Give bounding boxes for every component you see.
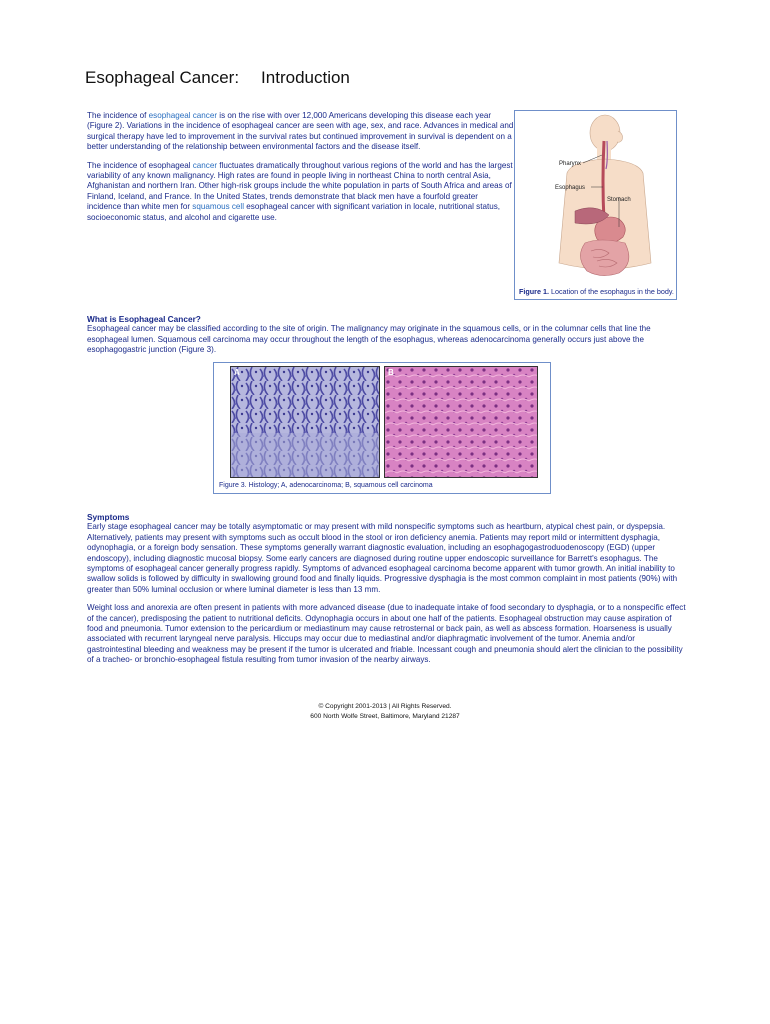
figure-3: [213, 362, 551, 494]
address-text: 600 North Wolfe Street, Baltimore, Maryland 21287: [310, 713, 460, 720]
panel-a-label: A: [234, 368, 240, 377]
adenocarcinoma-image: [231, 367, 379, 477]
page-title-sub: Introduction: [261, 68, 350, 87]
figure-3-caption: Figure 3. Histology; A, adenocarcinoma; B, squamous cell carcinoma: [219, 482, 433, 489]
esophagus-label: Esophagus: [555, 185, 586, 191]
copyright-text: © Copyright 2001-2013 | All Rights Reserved.: [318, 703, 452, 710]
histology-panel-a: [230, 366, 380, 478]
intro-text: is on the rise with over 12,000 Americans developing this disease each year (Figure 2). Variations in the incidence of esophageal cancer are seen with age, sex, and race. Advances in medical and surgical therapy have led to improvement in the survival rates but continued improvement in survival is dependent on a better understanding of the relationship between environmental factors and the disease itself.: [87, 111, 514, 152]
intro-text: The incidence of esophageal: [87, 160, 193, 170]
footer: [0, 702, 770, 722]
symptoms-paragraph-1: Early stage esophageal cancer may be totally asymptomatic or may present with mild nonspecific symptoms such as heartburn, atypical chest pain, or dyspepsia. Alternatively, patients may present with symptoms such as occult blood in the stool or iron deficiency anemia. Patients may report mild or intermittent dysphagia, odynophagia, or a foreign body sensation. These symptoms generally warrant diagnostic evaluation, including an esophagogastroduodenoscopy (EGD) (upper endoscopy), including diagnostic mucosal biopsy. Some early cancers are diagnosed during routine upper endoscopic surveillance for Barrett's esophagus. The symptoms of esophageal cancer generally progress rapidly. Symptoms of advanced esophageal carcinoma become apparent with tumor growth. An initial inability to swallow solids is followed by difficulty in swallowing ground food and finally liquids. Progressive dysphagia is the most common complaint in most patients (90%) with greater than 50% luminal occlusion or where luminal diameter is less than 13 mm.: [87, 522, 678, 594]
intro-paragraph-1: [87, 111, 514, 153]
symptoms-paragraph-2: Weight loss and anorexia are often present in patients with more advanced disease (due to inadequate intake of food secondary to dysphagia, or to a nonspecific effect of the cancer), predisposing the patient to nutritional deficits. Odynophagia occurs in about one half of the patients. Esophageal obstruction may cause aspiration of food and pneumonia. Tumor extension to the pericardium or mediastinum may cause retrosternal or back pain, as well as abscess formation. Hoarseness is usually associated with recurrent laryngeal nerve paralysis. Hiccups may occur due to mediastinal and/or diaphragmatic involvement of the tumor. Anemia and/or gastrointestinal bleeding and weakness may be present if the tumor is ulcerated and friable. Incessant cough and pneumonia should alert the clinician to the possibility of a tracheo- or bronchio-esophageal fistula resulting from tumor invasion of the nearby airways.: [87, 603, 686, 665]
panel-b-label: B: [388, 368, 394, 377]
figure-1: [514, 110, 677, 300]
anatomy-illustration: [515, 111, 678, 301]
cancer-link[interactable]: cancer: [192, 160, 218, 170]
figure-1-caption: [519, 287, 674, 296]
intro-text: fluctuates dramatically throughout various regions of the world and has the largest variability of any known malignancy. High rates are found in people living in northeast China to north central Asia, Afghanistan and northern Iran. Other high-risk groups include the white population in parts of South Africa and areas of Finland, Iceland, and France. In the United States, trends demonstrate that black men have a fourfold greater incidence than white men for: [87, 160, 513, 212]
intro-paragraph-2: [87, 161, 514, 223]
figure-1-caption-text: Location of the esophagus in the body.: [548, 287, 674, 296]
intro-section: [87, 111, 514, 231]
intro-text: The incidence of: [87, 111, 149, 120]
what-is-section: [87, 314, 687, 364]
what-is-body: Esophageal cancer may be classified according to the site of origin. The malignancy may originate in the squamous cells, or in the columnar cells that line the esophageal lumen. Squamous cell carcinoma may occur throughout the length of the esophagus, whereas adenocarcinoma generally occurs just above the esophagogastric junction (Figure 3).: [87, 324, 651, 355]
symptoms-heading: Symptoms: [87, 512, 130, 522]
pharynx-label: Pharynx: [559, 161, 582, 167]
symptoms-section: [87, 512, 687, 674]
squamous-cell-link[interactable]: squamous cell: [192, 202, 245, 212]
page-title: [85, 68, 350, 88]
stomach-label: Stomach: [607, 197, 631, 203]
squamous-cell-carcinoma-image: [385, 367, 537, 477]
figure-1-caption-label: Figure 1.: [519, 287, 549, 296]
what-is-heading: What is Esophageal Cancer?: [87, 314, 201, 324]
histology-panel-b: [384, 366, 538, 478]
esophageal-cancer-link[interactable]: esophageal cancer: [148, 111, 218, 120]
intro-text: esophageal cancer with significant variation in locale, nutritional status, socioeconomic status, and alcohol and cigarette use.: [87, 202, 501, 222]
page-title-main: Esophageal Cancer:: [85, 68, 240, 87]
